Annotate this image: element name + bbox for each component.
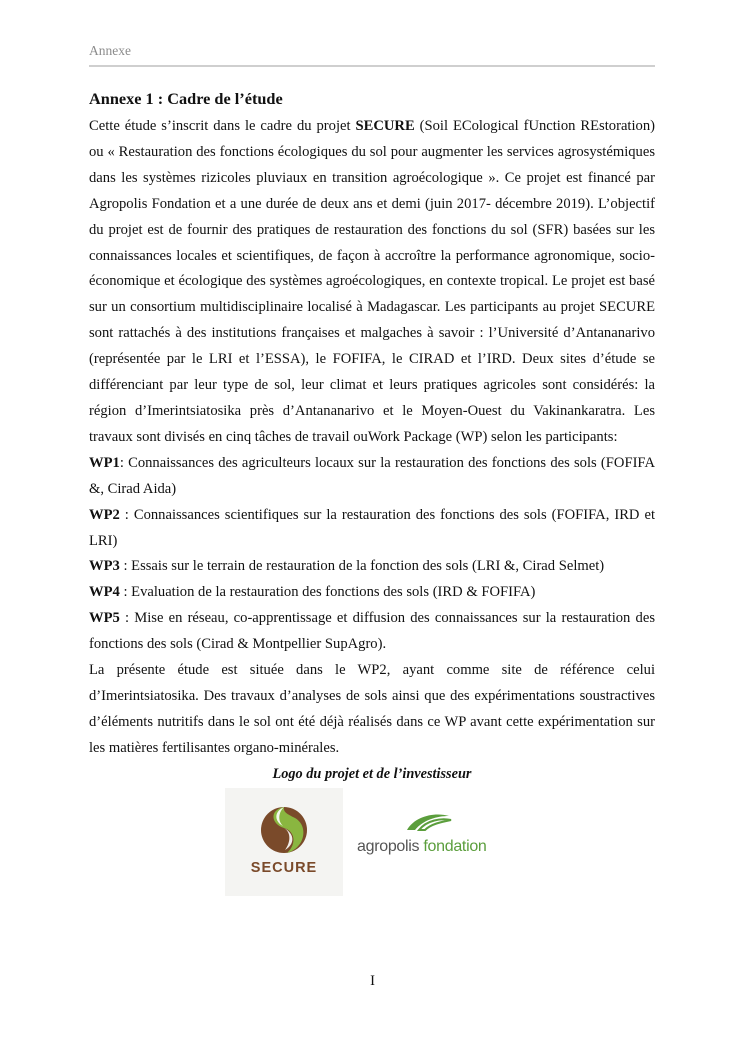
logos-figure	[89, 786, 655, 898]
wp-item	[89, 451, 655, 503]
running-header: Annexe	[89, 43, 655, 67]
wp-item	[89, 580, 655, 606]
intro-paragraph	[89, 114, 655, 451]
wp-code: WP5	[89, 610, 120, 627]
agropolis-leaf-icon	[357, 808, 507, 834]
secure-logo-text: SECURE	[250, 859, 318, 876]
agropolis-logo	[357, 808, 507, 868]
page-number: I	[370, 973, 375, 989]
secure-logo	[225, 788, 343, 896]
wp-item	[89, 503, 655, 555]
wp-code: WP1	[89, 454, 120, 471]
wp-code: WP3	[89, 558, 120, 575]
wp-code: WP2	[89, 506, 120, 523]
wp-item	[89, 554, 655, 580]
intro-text-a: Cette étude s’inscrit dans le cadre du projet	[89, 118, 356, 134]
wp-text: : Connaissances scientifiques sur la restauration des fonctions des sols (FOFIFA, IRD et LRI)	[89, 506, 655, 549]
wp-text: : Evaluation de la restauration des fonctions des sols (IRD & FOFIFA)	[119, 584, 536, 601]
wp-item	[89, 606, 655, 658]
wp-text: : Essais sur le terrain de restauration de la fonction des sols (LRI &, Cirad Selmet)	[119, 558, 605, 575]
fondation-word: fondation	[423, 837, 487, 855]
agropolis-wordmark	[357, 834, 487, 860]
figure-caption: Logo du projet et de l’investisseur	[272, 765, 472, 782]
section-title: Annexe 1 : Cadre de l’étude	[89, 89, 283, 108]
closing-paragraph: La présente étude est située dans le WP2, ayant comme site de référence celui d’Imerintsiatosika. Des travaux d’analyses de sols ainsi que des expérimentations soustractives d’éléments nutritifs dans le sol ont été déjà réalisés dans ce WP avant cette expérimentation sur les matières fertilisantes organo-minérales.	[89, 662, 655, 756]
wp-text: : Connaissances des agriculteurs locaux sur la restauration des fonctions des sols (FOFIFA &, Cirad Aida)	[89, 454, 655, 497]
page-content	[89, 88, 655, 898]
secure-leaf-icon	[225, 788, 343, 858]
intro-text-b: (Soil ECological fUnction REstoration) ou « Restauration des fonctions écologiques du sol pour augmenter les services agrosystémiques dans les systèmes rizicoles pluviaux en transition agroécologique ». Ce projet est financé par Agropolis Fondation et a une durée de deux ans et demi (juin 2017- décembre 2019). L’objectif du projet est de fournir des pratiques de restauration des fonctions du sol (SFR) basées sur les connaissances locales et scientifiques, de façon à accroître la performance agronomique, socio-économique et écologique des systèmes agroécologiques, en contexte tropical. Le projet est basé sur un consortium multidisciplinaire localisé à Madagascar. Les participants au projet SECURE sont rattachés à des institutions françaises et malgaches à savoir : l’Université d’Antananarivo (représentée par le LRI et l’ESSA), le FOFIFA, le CIRAD et l’IRD. Deux sites d’étude se différenciant par leur type de sol, leur climat et leurs pratiques agricoles sont considérés: la région d’Imerintsiatosika près d’Antananarivo et le Moyen-Ouest du Vakinankaratra. Les travaux sont divisés en cinq tâches de travail ouWork Package (WP) selon les participants:	[89, 118, 655, 445]
agropolis-word: agropolis	[357, 837, 420, 855]
wp-code: WP4	[89, 584, 120, 601]
secure-bold: SECURE	[355, 118, 415, 134]
wp-text: : Mise en réseau, co-apprentissage et diffusion des connaissances sur la restauration des fonctions des sols (Cirad & Montpellier SupAgro).	[89, 610, 655, 653]
